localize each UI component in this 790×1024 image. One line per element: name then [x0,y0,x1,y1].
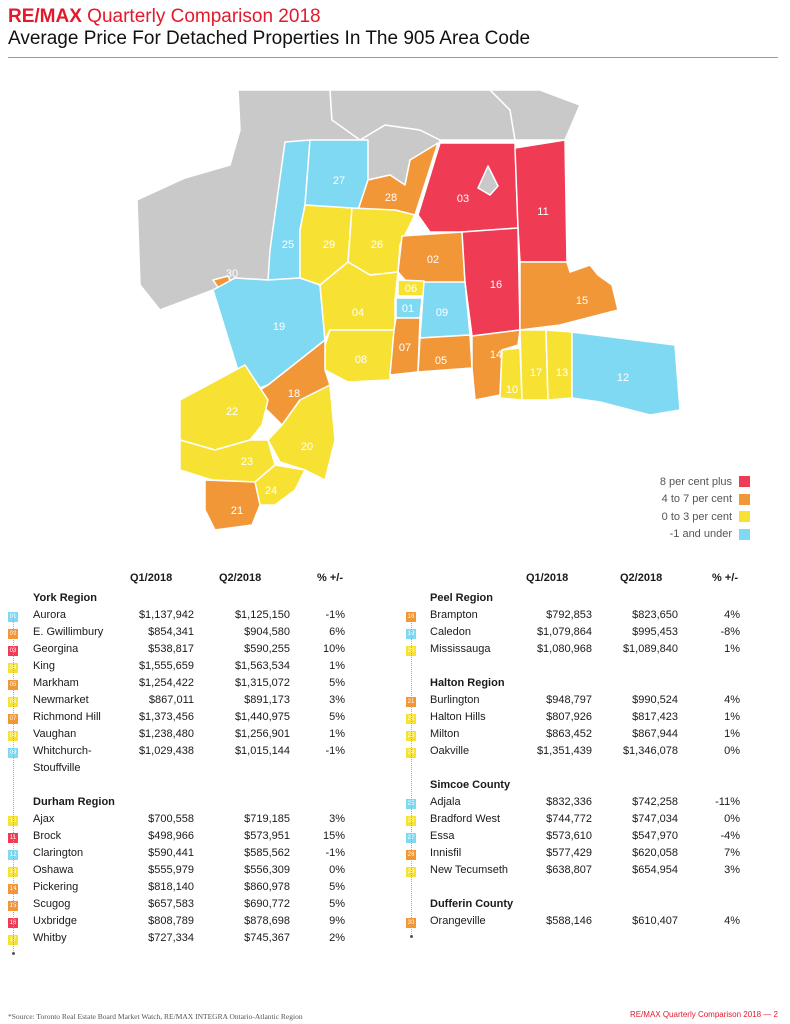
map-label-01: 01 [401,303,415,315]
table-row [8,898,368,915]
map-label-12: 12 [616,372,630,384]
table-row [406,864,778,881]
column-guide-line [411,617,412,936]
q1-value: $1,373,456 [138,711,194,723]
q1-value: $573,610 [546,830,592,842]
q2-value: $860,978 [244,881,290,893]
municipality-name-cont: Stouffville [33,762,81,774]
q2-value: $990,524 [632,694,678,706]
municipality-name: Clarington [33,847,84,859]
map-label-28: 28 [384,192,398,204]
table-row [8,728,368,745]
header-q1: Q1/2018 [130,572,173,584]
region-code-badge: 05 [9,682,17,688]
q2-value: $891,173 [244,694,290,706]
q1-value: $657,583 [148,898,194,910]
municipality-name: Markham [33,677,79,689]
pct-change: 4% [724,915,740,927]
municipality-name: Mississauga [430,643,491,655]
map-label-18: 18 [287,388,301,400]
table-row [406,745,778,762]
column-end-dot [410,935,413,938]
region-heading: Simcoe County [430,779,511,791]
q1-value: $638,807 [546,864,592,876]
q2-value: $1,015,144 [234,745,290,757]
map-label-21: 21 [230,505,244,517]
q2-value: $904,580 [244,626,290,638]
report-header [8,6,530,50]
region-code-badge: 19 [407,631,415,637]
map-label-27: 27 [332,175,346,187]
pct-change: 15% [322,830,345,842]
pct-change: -11% [715,796,740,808]
q1-value: $538,817 [148,643,194,655]
table-row [8,864,368,881]
legend-label: 0 to 3 per cent [661,510,732,523]
column-guide-line [13,617,14,953]
table-row [8,677,368,694]
map-label-23: 23 [240,456,254,468]
municipality-name: Richmond Hill [33,711,101,723]
brand-name: RE/MAX [8,6,82,27]
q1-value: $700,558 [148,813,194,825]
map-label-16: 16 [489,279,503,291]
q2-value: $1,256,901 [234,728,290,740]
q1-value: $854,341 [148,626,194,638]
pct-change: 6% [329,626,345,638]
municipality-name: Georgina [33,643,79,655]
q1-value: $807,926 [546,711,592,723]
q1-value: $744,772 [546,813,592,825]
q2-value: $654,954 [632,864,678,876]
region-code-badge: 11 [9,835,17,841]
region-code-badge: 03 [9,648,17,654]
municipality-name: Caledon [430,626,471,638]
region-code-badge: 18 [407,614,415,620]
header-q2: Q2/2018 [620,572,663,584]
municipality-name: Aurora [33,609,67,621]
municipality-name: Adjala [430,796,461,808]
region-code-badge: 26 [407,818,415,824]
pct-change: 9% [329,915,345,927]
municipality-name: Whitchurch- [33,745,92,757]
map-label-24: 24 [264,485,278,497]
table-row [8,813,368,830]
table-row [8,660,368,677]
q1-value: $588,146 [546,915,592,927]
q2-value: $590,255 [244,643,290,655]
region-code-badge: 16 [9,920,17,926]
q2-value: $1,125,150 [234,609,290,621]
map-label-29: 29 [322,239,336,251]
region-heading: Halton Region [430,677,505,689]
table-row [406,643,778,660]
map-label-04: 04 [351,307,365,319]
map-label-20: 20 [300,441,314,453]
pct-change: 3% [724,864,740,876]
region-17 [520,330,548,400]
q1-value: $1,029,438 [138,745,194,757]
pct-change: 4% [724,694,740,706]
municipality-name: Ajax [33,813,55,825]
map-label-15: 15 [575,295,589,307]
column-end-dot [12,952,15,955]
legend-label: -1 and under [669,528,732,541]
q1-value: $1,238,480 [138,728,194,740]
pct-change: 5% [329,677,345,689]
region-code-badge: 12 [9,852,17,858]
q1-value: $818,140 [148,881,194,893]
municipality-name: Scugog [33,898,71,910]
region-code-badge: 06 [9,699,17,705]
map-label-25: 25 [281,239,295,251]
header-divider [8,57,778,58]
municipality-name: Halton Hills [430,711,486,723]
table-row [406,694,778,711]
pct-change: 0% [724,813,740,825]
table-row [406,609,778,626]
municipality-name: Newmarket [33,694,89,706]
q1-value: $832,336 [546,796,592,808]
q1-value: $808,789 [148,915,194,927]
q1-value: $867,011 [148,694,194,706]
pct-change: 0% [329,864,345,876]
legend-item [560,491,750,509]
map-label-11: 11 [537,206,549,218]
municipality-name: Oshawa [33,864,74,876]
q2-value: $620,058 [632,847,678,859]
region-code-badge: 28 [407,852,415,858]
region-heading: York Region [33,592,97,604]
region-code-badge: 07 [9,716,17,722]
pct-change: 7% [724,847,740,859]
table-row [406,813,778,830]
map-label-30: 30 [225,268,239,280]
legend-label: 4 to 7 per cent [661,493,732,506]
municipality-name: King [33,660,56,672]
map-label-13: 13 [555,367,569,379]
map-label-06: 06 [404,283,418,295]
municipality-name: Vaughan [33,728,77,740]
q1-value: $863,452 [546,728,592,740]
q1-value: $727,334 [148,932,194,944]
region-code-badge: 23 [407,733,415,739]
legend-swatch [739,494,750,505]
pct-change: 1% [724,711,740,723]
region-code-badge: 17 [9,937,17,943]
region-code-badge: 08 [9,733,17,739]
map-label-10: 10 [505,384,519,396]
municipality-name: Orangeville [430,915,486,927]
q1-value: $1,080,968 [536,643,592,655]
region-11 [515,140,567,262]
region-13 [546,330,572,400]
municipality-name: Innisfil [430,847,462,859]
q2-value: $1,440,975 [234,711,290,723]
q1-value: $1,254,422 [138,677,194,689]
region-heading: Durham Region [33,796,115,808]
municipality-name: Milton [430,728,460,740]
municipality-name: Whitby [33,932,67,944]
table-row [8,711,368,728]
report-subtitle: Average Price For Detached Properties In The 905 Area Code [8,28,531,49]
header-q1: Q1/2018 [526,572,569,584]
municipality-name: Essa [430,830,455,842]
region-15 [520,262,618,330]
region-code-badge: 24 [407,750,415,756]
q1-value: $1,555,659 [138,660,194,672]
map-label-03: 03 [456,193,470,205]
legend-swatch [739,511,750,522]
table-row [8,881,368,898]
q2-value: $585,562 [244,847,290,859]
map-label-02: 02 [426,254,440,266]
table-row [8,830,368,847]
map-label-09: 09 [435,307,449,319]
region-code-badge: 29 [407,869,415,875]
region-code-badge: 15 [9,903,17,909]
q2-value: $745,367 [244,932,290,944]
q2-value: $867,944 [632,728,678,740]
table-row [406,728,778,745]
municipality-name: Uxbridge [33,915,78,927]
municipality-name: Pickering [33,881,79,893]
region-code-badge: 02 [9,631,17,637]
table-row [406,830,778,847]
legend-swatch [739,476,750,487]
pct-change: -4% [720,830,740,842]
pct-change: 3% [329,813,345,825]
q2-value: $610,407 [632,915,678,927]
q2-value: $742,258 [632,796,678,808]
region-code-badge: 09 [9,750,17,756]
source-note: *Source: Toronto Real Estate Board Market Watch, RE/MAX INTEGRA Ontario-Atlantic Region [8,1012,303,1021]
region-heading: Peel Region [430,592,493,604]
municipality-name: Bradford West [430,813,501,825]
region-code-badge: 30 [407,920,415,926]
map-legend [560,473,750,543]
pct-change: -1% [325,745,345,757]
q1-value: $577,429 [546,847,592,859]
map-label-22: 22 [225,406,239,418]
region-code-badge: 13 [9,869,17,875]
header-pct: % +/- [317,572,343,584]
table-row [8,915,368,932]
pct-change: -1% [325,609,345,621]
pct-change: 1% [724,728,740,740]
map-label-19: 19 [272,321,286,333]
municipality-name: Brock [33,830,62,842]
pct-change: 2% [329,932,345,944]
region-heading: Dufferin County [430,898,514,910]
municipality-name: Brampton [430,609,478,621]
municipality-name: E. Gwillimbury [33,626,104,638]
q2-value: $995,453 [632,626,678,638]
table-row [406,915,778,932]
table-row [8,694,368,711]
q2-value: $747,034 [632,813,678,825]
pct-change: 10% [322,643,345,655]
header-q2: Q2/2018 [219,572,262,584]
q2-value: $878,698 [244,915,290,927]
q1-value: $498,966 [148,830,194,842]
map-label-26: 26 [370,239,384,251]
q2-value: $1,563,534 [234,660,290,672]
q1-value: $1,079,864 [536,626,592,638]
q2-value: $1,089,840 [622,643,678,655]
table-row [406,847,778,864]
region-code-badge: 25 [407,801,415,807]
pct-change: 1% [724,643,740,655]
pct-change: 3% [329,694,345,706]
q2-value: $556,309 [244,864,290,876]
q2-value: $573,951 [244,830,290,842]
map-label-05: 05 [434,355,448,367]
pct-change: 5% [329,881,345,893]
table-row [8,847,368,864]
report-title [8,6,530,28]
legend-swatch [739,529,750,540]
q2-value: $1,315,072 [234,677,290,689]
region-code-badge: 10 [9,818,17,824]
table-row [406,796,778,813]
pct-change: -8% [720,626,740,638]
q2-value: $547,970 [632,830,678,842]
q2-value: $823,650 [632,609,678,621]
legend-item [560,526,750,544]
table-row [8,932,368,949]
map-label-07: 07 [398,342,412,354]
title-text: Quarterly Comparison 2018 [81,6,321,27]
region-code-badge: 20 [407,648,415,654]
municipality-name: New Tecumseth [430,864,509,876]
pct-change: 5% [329,711,345,723]
municipality-name: Burlington [430,694,480,706]
legend-label: 8 per cent plus [659,475,732,488]
table-row [406,626,778,643]
pct-change: 5% [329,898,345,910]
pct-change: -1% [325,847,345,859]
pct-change: 1% [329,660,345,672]
pct-change: 1% [329,728,345,740]
region-code-badge: 01 [9,614,17,620]
table-row [8,609,368,626]
pct-change: 4% [724,609,740,621]
map-label-08: 08 [354,354,368,366]
region-code-badge: 04 [9,665,17,671]
q1-value: $792,853 [546,609,592,621]
municipality-name: Oakville [430,745,470,757]
map-label-14: 14 [489,349,503,361]
q1-value: $590,441 [148,847,194,859]
q1-value: $948,797 [546,694,592,706]
region-23 [180,440,275,482]
q2-value: $1,346,078 [622,745,678,757]
table-row [406,711,778,728]
q1-value: $1,351,439 [536,745,592,757]
q2-value: $719,185 [244,813,290,825]
pct-change: 0% [724,745,740,757]
q1-value: $1,137,942 [138,609,194,621]
table-row [8,643,368,660]
page-footer: RE/MAX Quarterly Comparison 2018 — 2 [629,1010,778,1019]
map-label-17: 17 [529,367,543,379]
region-code-badge: 22 [407,716,415,722]
table-row [8,745,368,762]
q2-value: $817,423 [632,711,678,723]
header-pct: % +/- [712,572,738,584]
legend-item [560,473,750,491]
legend-item [560,508,750,526]
region-code-badge: 14 [9,886,17,892]
q2-value: $690,772 [244,898,290,910]
q1-value: $555,979 [148,864,194,876]
table-row [8,626,368,643]
region-code-badge: 27 [407,835,415,841]
region-code-badge: 21 [407,699,415,705]
